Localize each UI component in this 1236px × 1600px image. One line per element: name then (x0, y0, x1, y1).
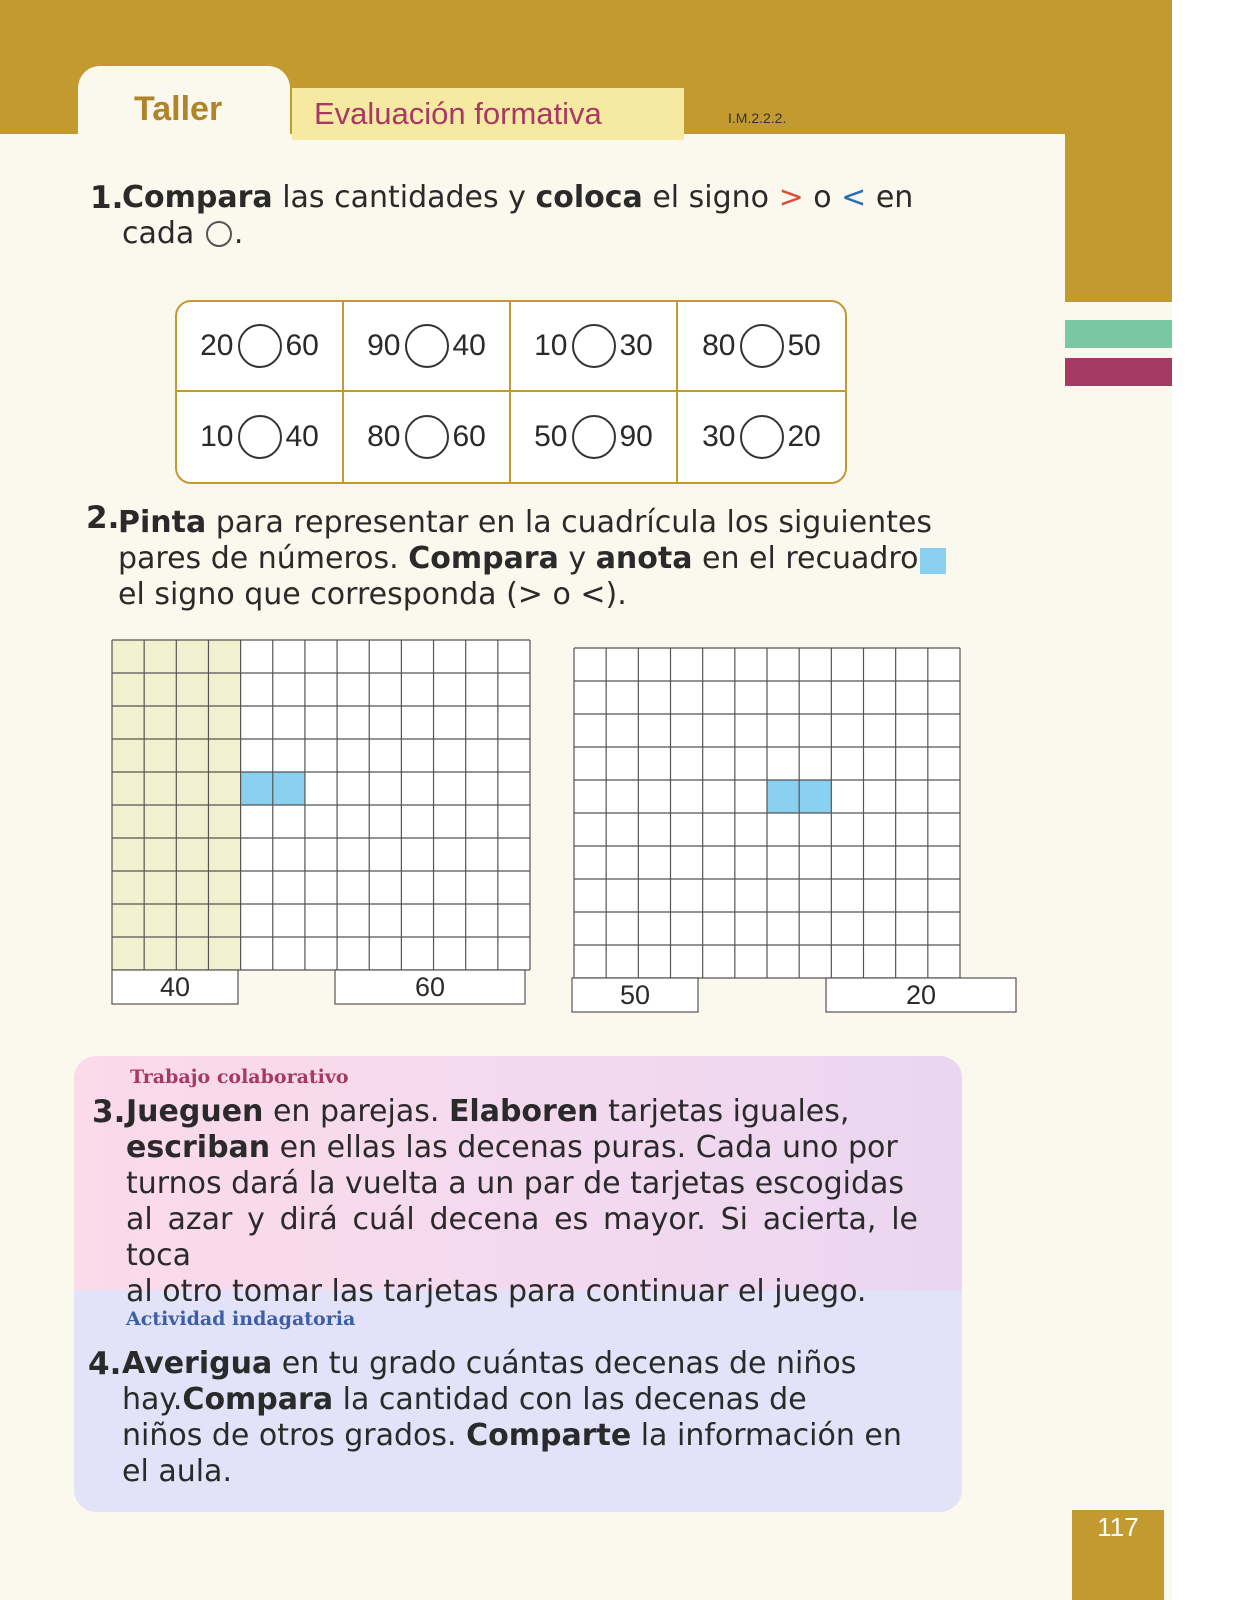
exercise-3-number: 3. (92, 1094, 126, 1130)
page-number: 117 (1097, 1512, 1139, 1542)
grid-label-right: 20 (905, 980, 937, 1010)
comparison-value-right: 60 (285, 329, 319, 362)
grid-label-left: 40 (159, 972, 191, 1002)
comparison-value-right: 40 (452, 329, 486, 362)
exercise-2-line-1: Pinta para representar en la cuadrícula los siguientes (118, 505, 933, 540)
comparison-value-left: 80 (367, 420, 401, 453)
exercise-2-line-2: pares de números. Compara y anota en el recuadro (118, 541, 948, 577)
exercise-4-text: Averigua en tu grado cuántas decenas de niños hay.Compara la cantidad con las decenas de niños de otros grados. Comparte la información en el aula. (122, 1346, 902, 1489)
comparison-value-right: 30 (619, 329, 653, 362)
comparison-value-right: 20 (787, 420, 821, 453)
comparison-value-left: 20 (200, 329, 234, 362)
grid-label-left: 50 (619, 980, 651, 1010)
comparison-value-left: 80 (702, 329, 736, 362)
exercise-3-text: Jueguen en parejas. Elaboren tarjetas iguales, escriban en ellas las decenas puras. Cada uno por turnos dará la vuelta a un par de tarjetas escogidas al azar y dirá cuál decena es mayor. Si acierta, le toca al otro tomar las tarjetas para continuar el juego. (126, 1094, 918, 1309)
grid-label-right: 60 (414, 972, 446, 1002)
exercise-2-line-3: el signo que corresponda (> o <). (118, 577, 627, 612)
exercise-1-line-2: cada . (122, 216, 244, 251)
comparison-value-left: 50 (534, 420, 568, 453)
comparison-value-right: 90 (619, 420, 653, 453)
exercise-1-line-1: Compara las cantidades y coloca el signo > o < en (122, 180, 914, 215)
tab-taller-label: Taller (134, 90, 223, 128)
inquiry-tag: Actividad indagatoria (126, 1308, 356, 1330)
comparison-value-right: 40 (285, 420, 319, 453)
exercise-2-number: 2. (86, 500, 120, 536)
exercise-4-number: 4. (88, 1346, 122, 1382)
comparison-value-left: 30 (702, 420, 736, 453)
comparison-value-left: 90 (367, 329, 401, 362)
comparison-value-right: 60 (452, 420, 486, 453)
comparison-value-right: 50 (787, 329, 821, 362)
grid-2 (572, 648, 1016, 1012)
greater-than-sign: > (778, 180, 804, 215)
curriculum-code: I.M.2.2.2. (728, 110, 787, 126)
comparison-value-left: 10 (534, 329, 568, 362)
exercise-1-number: 1. (90, 180, 124, 216)
less-than-sign: < (841, 180, 867, 215)
grid-1 (112, 640, 530, 1004)
comparison-value-left: 10 (200, 420, 234, 453)
section-title-label: Evaluación formativa (314, 96, 602, 131)
collaborative-tag: Trabajo colaborativo (130, 1066, 349, 1088)
